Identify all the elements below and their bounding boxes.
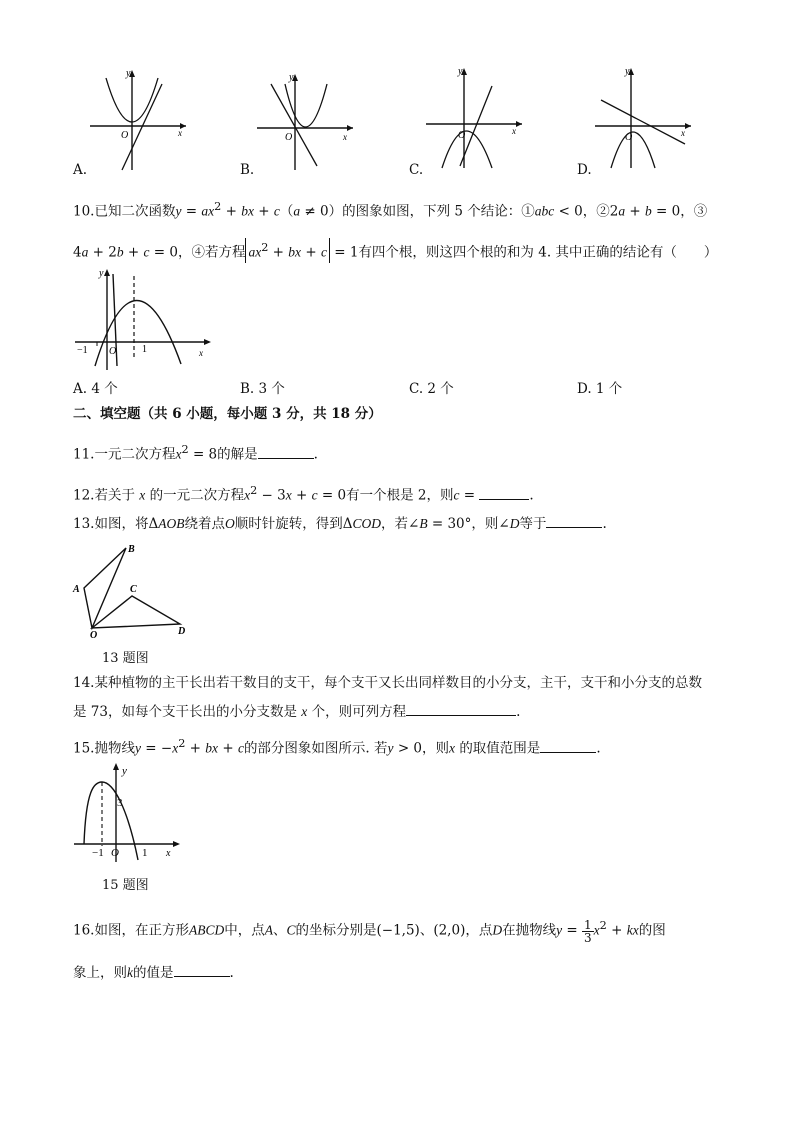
svg-text:−1: −1 [77,345,88,356]
svg-text:3: 3 [117,797,123,809]
svg-text:y: y [625,66,630,77]
q9-graph-d [593,64,693,172]
q12-answer-blank[interactable] [479,485,529,500]
svg-text:x: x [166,848,171,859]
q9-option-d[interactable]: D. [577,162,592,178]
q14-line1: 14.某种植物的主干长出若干数目的支干，每个支干又长出同样数目的小分支，主干，支干和小分支的总数 [73,675,702,691]
q15: 15.抛物线$y = -x^2$ + bx + c的部分图象如图所示. 若y > 0，则x 的取值范围是 . [73,737,601,757]
svg-text:−1: −1 [92,847,104,859]
q10-option-c[interactable]: C. 2 个 [409,381,454,397]
svg-text:x: x [343,132,347,142]
svg-text:y: y [458,66,463,77]
q12: 12.若关于 x 的一元二次方程$x^2 - 3x + c = 0$有一个根是 2，则c = . [73,484,534,504]
section-fill-in-title: 二、填空题（共 6 小题，每小题 3 分，共 18 分） [73,406,382,422]
svg-text:x: x [512,126,516,136]
svg-text:B: B [128,544,135,555]
q10-option-b[interactable]: B. 3 个 [240,381,285,397]
q9-option-a[interactable]: A. [73,162,88,178]
q13-rotation-figure [70,540,200,640]
q15-parabola-graph [72,760,182,864]
svg-text:O: O [121,130,129,141]
svg-text:O: O [90,630,98,640]
svg-text:O: O [625,132,633,143]
q13: 13.如图，将ΔAOB绕着点O顺时针旋转，得到ΔCOD，若∠B = 30°，则∠D等于 . [73,513,607,534]
q10-parabola-graph [73,266,213,372]
q10-option-a[interactable]: A. 4 个 [73,381,118,397]
q16-answer-blank[interactable] [174,962,230,977]
svg-text:x: x [178,128,182,138]
svg-text:A: A [73,584,80,595]
svg-text:y: y [99,268,104,279]
q16-line2: 象上，则k的值是 . [73,962,234,983]
svg-text:x: x [199,348,203,358]
q9-graph-b [255,70,355,172]
svg-text:C: C [130,584,137,595]
svg-text:y: y [289,72,294,83]
q14-answer-blank[interactable] [406,701,516,716]
svg-text:1: 1 [142,344,147,355]
q14-line2: 是 73，如每个支干长出的小分支数是 x 个，则可列方程 . [73,701,520,722]
q15-answer-blank[interactable] [540,738,596,753]
q9-graph-a [88,66,188,172]
svg-text:O: O [285,132,293,143]
q10-option-d[interactable]: D. 1 个 [577,381,623,397]
q13-answer-blank[interactable] [546,513,602,528]
q13-caption: 13 题图 [102,651,149,666]
q11-answer-blank[interactable] [258,444,314,459]
svg-text:O: O [458,130,466,141]
q10-line2: 4a + 2b + c = 0，④若方程 $ax^2$ + bx + c = 1有四个根，则这四个根的和为 4. 其中正确的结论有（ ） [73,238,717,263]
q10-line1: 10.已知二次函数$y = ax^2$ + bx + c（a ≠ 0）的图象如图，下列 5 个结论：①abc < 0，②2a + b = 0，③ [73,200,708,220]
q9-option-c[interactable]: C. [409,162,424,178]
svg-text:D: D [178,626,186,637]
q11: 11.一元二次方程$x^2 = 8$的解是 . [73,443,318,463]
svg-text:x: x [681,128,685,138]
svg-text:y: y [122,765,127,777]
svg-text:O: O [109,346,117,357]
svg-text:y: y [126,68,131,79]
q16-line1: 16.如图，在正方形ABCD中，点A、C的坐标分别是(−1,5)、(2,0)，点D在抛物线y = $\frac{1}{3}$ $x^2$ + kx的图 [73,917,666,945]
q15-caption: 15 题图 [102,878,149,893]
q9-option-b[interactable]: B. [240,162,255,178]
q9-graph-c [424,64,524,172]
svg-text:1: 1 [142,847,148,859]
svg-text:O: O [111,847,119,859]
